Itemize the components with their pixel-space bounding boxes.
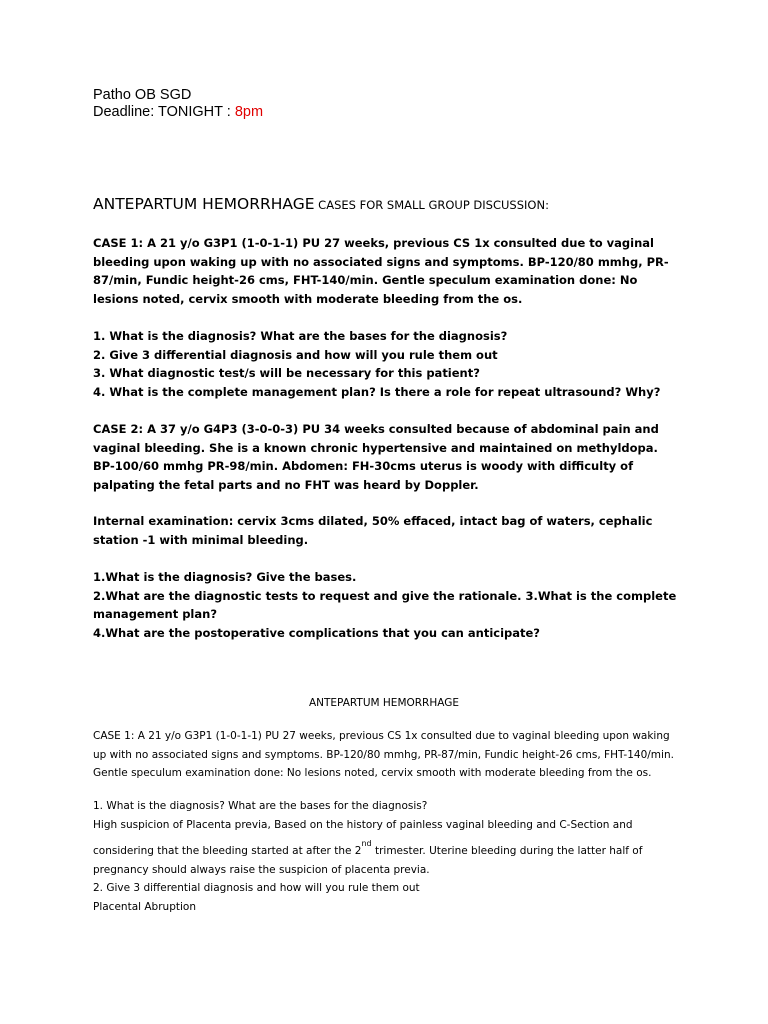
answer-1-line-2-pre: considering that the bleeding started at after the 2 (93, 845, 362, 857)
deadline-line (93, 104, 263, 121)
answer-question-1: 1. What is the diagnosis? What are the bases for the diagnosis? (93, 800, 428, 812)
answer-question-2: 2. Give 3 differential diagnosis and how will you rule them out (93, 882, 420, 894)
answer-1-line-1: High suspicion of Placenta previa, Based on the history of painless vaginal bleeding and C-Section and (93, 818, 633, 831)
course-label: Patho OB SGD (93, 87, 192, 103)
header-block (93, 87, 263, 121)
case2-text: CASE 2: A 37 y/o G4P3 (3-0-0-3) PU 34 weeks consulted because of abdominal pain and vaginal bleeding. She is a known chronic hypertensive and maintained on methyldopa. BP-100/60 mmhg PR-98/min. Abdomen: FH-30cms uterus is woody with difficulty of palpating the fetal parts and no FHT was heard by Doppler. (93, 422, 659, 492)
deadline-time: 8pm (234, 104, 264, 120)
title-sub: CASES FOR SMALL GROUP DISCUSSION: (314, 198, 549, 212)
answers-case1-text: CASE 1: A 21 y/o G3P1 (1-0-1-1) PU 27 weeks, previous CS 1x consulted due to vaginal bleeding upon waking up with no associated signs and symptoms. BP-120/80 mmhg, PR-87/min, Fundic height-26 cms, FHT-140/min. Gentle speculum examination done: No lesions noted, cervix smooth with moderate bleeding from the os. (93, 730, 674, 779)
case1-questions (93, 327, 683, 401)
answers-case1-q1 (93, 797, 683, 916)
case2-ie-block (93, 512, 683, 549)
case2-question-4: 4.What are the postoperative complications that you can anticipate? (93, 625, 540, 640)
case1-block (93, 234, 683, 308)
case2-block (93, 420, 683, 494)
deadline-label: Deadline: TONIGHT : (93, 104, 235, 120)
title-main: ANTEPARTUM HEMORRHAGE (93, 195, 315, 213)
case2-question-2: 2.What are the diagnostic tests to request and give the rationale. 3.What is the complete management plan? (93, 588, 677, 621)
case1-text: CASE 1: A 21 y/o G3P1 (1-0-1-1) PU 27 weeks, previous CS 1x consulted due to vaginal bleeding upon waking up with no associated signs and symptoms. BP-120/80 mmhg, PR-87/min, Fundic height-26 cms, FHT-140/min. Gentle speculum examination done: No lesions noted, cervix smooth with moderate bleeding from the os. (93, 236, 669, 306)
case1-question-4: 4. What is the complete management plan? Is there a role for repeat ultrasound? Why? (93, 384, 661, 399)
answers-section-title: ANTEPARTUM HEMORRHAGE (308, 697, 460, 709)
case1-question-1: 1. What is the diagnosis? What are the bases for the diagnosis? (93, 329, 508, 343)
case2-internal-exam: Internal examination: cervix 3cms dilated, 50% effaced, intact bag of waters, cephalic station -1 with minimal bleeding. (93, 514, 653, 547)
case1-question-3: 3. What diagnostic test/s will be necessary for this patient? (93, 366, 480, 380)
answer-2: Placental Abruption (93, 900, 196, 913)
answer-1-line-3: pregnancy should always raise the suspicion of placenta previa. (93, 863, 430, 876)
case2-question-1: 1.What is the diagnosis? Give the bases. (93, 570, 357, 584)
document-title (93, 195, 549, 213)
case1-question-2: 2. Give 3 differential diagnosis and how will you rule them out (93, 347, 498, 362)
answer-1-line-2-post: trimester. Uterine bleeding during the latter half of (371, 845, 643, 857)
answer-1-line-2 (93, 839, 683, 861)
case2-questions (93, 568, 683, 642)
answers-case1-block (93, 727, 683, 783)
ordinal-superscript: nd (361, 839, 372, 848)
